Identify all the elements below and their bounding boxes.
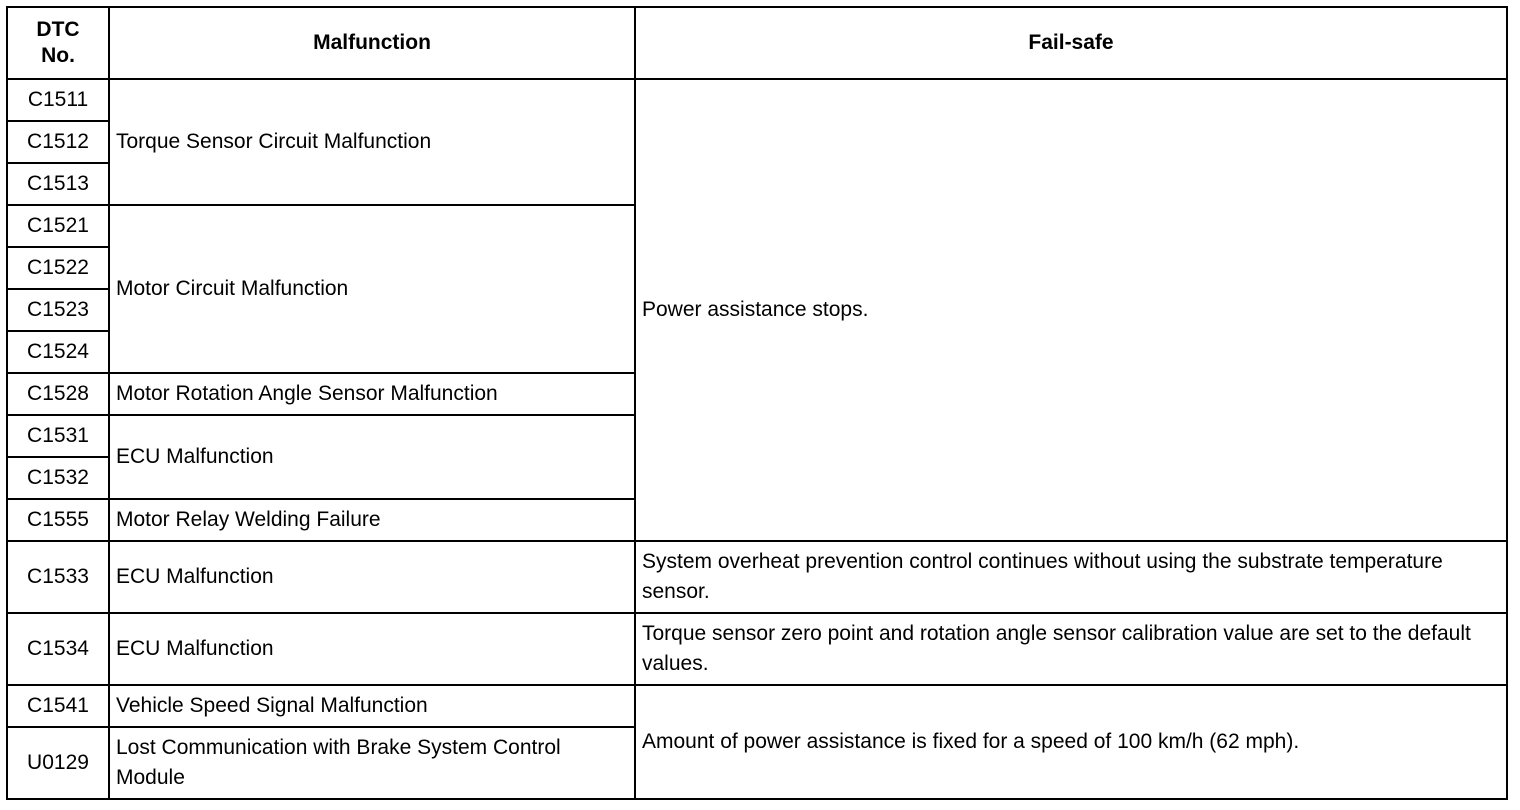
malfunction-cell: ECU Malfunction: [109, 415, 635, 499]
table-row: [7, 685, 1507, 727]
dtc-code: C1528: [7, 373, 109, 415]
malfunction-cell: Motor Relay Welding Failure: [109, 499, 635, 541]
dtc-code: C1511: [7, 79, 109, 121]
malfunction-cell: Torque Sensor Circuit Malfunction: [109, 79, 635, 205]
header-dtc-no: [7, 7, 109, 79]
header-failsafe: Fail-safe: [635, 7, 1507, 79]
table-row: [7, 541, 1507, 613]
dtc-code: C1512: [7, 121, 109, 163]
dtc-code: C1541: [7, 685, 109, 727]
dtc-code: C1522: [7, 247, 109, 289]
dtc-code: C1521: [7, 205, 109, 247]
malfunction-cell: Lost Communication with Brake System Control Module: [109, 727, 635, 799]
failsafe-cell: Amount of power assistance is fixed for a speed of 100 km/h (62 mph).: [635, 685, 1507, 799]
malfunction-cell: ECU Malfunction: [109, 613, 635, 685]
header-malfunction: Malfunction: [109, 7, 635, 79]
table-row: [7, 79, 1507, 121]
dtc-code: C1532: [7, 457, 109, 499]
failsafe-cell: Torque sensor zero point and rotation angle sensor calibration value are set to the default values.: [635, 613, 1507, 685]
failsafe-cell: System overheat prevention control continues without using the substrate temperature sensor.: [635, 541, 1507, 613]
malfunction-cell: Motor Circuit Malfunction: [109, 205, 635, 373]
dtc-code: U0129: [7, 727, 109, 799]
dtc-code: C1523: [7, 289, 109, 331]
failsafe-cell: Power assistance stops.: [635, 79, 1507, 541]
malfunction-cell: ECU Malfunction: [109, 541, 635, 613]
dtc-code: C1531: [7, 415, 109, 457]
malfunction-cell: Motor Rotation Angle Sensor Malfunction: [109, 373, 635, 415]
table-row: [7, 613, 1507, 685]
header-dtc-line2: No.: [41, 44, 75, 67]
dtc-code: C1533: [7, 541, 109, 613]
header-row: [7, 7, 1507, 79]
dtc-code: C1555: [7, 499, 109, 541]
malfunction-cell: Vehicle Speed Signal Malfunction: [109, 685, 635, 727]
dtc-code: C1524: [7, 331, 109, 373]
dtc-code: C1513: [7, 163, 109, 205]
dtc-code: C1534: [7, 613, 109, 685]
header-dtc-line1: DTC: [36, 18, 80, 41]
dtc-failsafe-table: [6, 6, 1508, 800]
